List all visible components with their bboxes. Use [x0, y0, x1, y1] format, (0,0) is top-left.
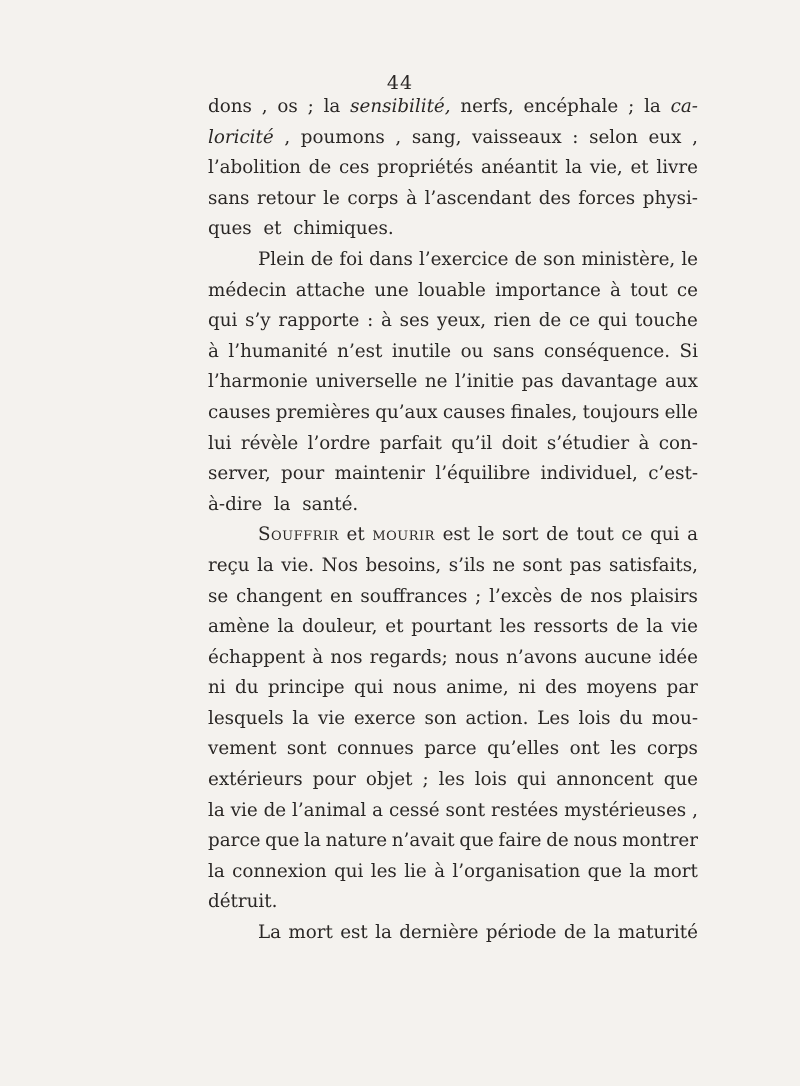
word: anéantit: [480, 157, 558, 179]
word: de: [616, 616, 639, 638]
text-line: [208, 398, 698, 429]
word: ,: [692, 799, 698, 821]
word: ce: [569, 310, 591, 332]
text-line: [208, 887, 698, 918]
word: universelle: [315, 371, 418, 393]
word: ni: [208, 677, 226, 699]
word: rien: [493, 310, 531, 332]
word: ministère,: [581, 248, 676, 270]
word: ce: [621, 524, 643, 546]
word: souffrances: [360, 585, 468, 607]
word: qu’il: [451, 432, 493, 454]
word: ,: [395, 126, 402, 148]
word: de: [308, 157, 332, 179]
word: à: [381, 310, 392, 332]
word: l’ordre: [307, 432, 371, 454]
word: l’harmonie: [208, 371, 308, 393]
word: à: [610, 279, 621, 301]
text-line: [208, 673, 698, 704]
word: et: [263, 218, 282, 240]
word: inutile: [391, 340, 452, 362]
text-line: [208, 184, 698, 215]
word: à-dire: [208, 493, 263, 515]
word: lui: [208, 432, 232, 454]
word: mou-: [651, 707, 698, 729]
word: la: [292, 707, 310, 729]
word: la: [629, 860, 647, 882]
word: les: [370, 860, 397, 882]
word: ont: [569, 738, 600, 760]
word: sensibilité,: [350, 96, 451, 117]
word: vie,: [589, 157, 623, 179]
word: nous: [455, 646, 499, 668]
word: pas: [521, 371, 554, 393]
word: de: [263, 799, 287, 821]
word: la: [644, 96, 661, 117]
text-line: [208, 520, 698, 551]
word: sont: [445, 799, 486, 821]
word: parce: [208, 830, 261, 852]
word: nous: [573, 830, 618, 852]
word: à: [434, 860, 445, 882]
word: médecin: [208, 279, 287, 301]
word: livre: [656, 157, 698, 179]
word: la: [304, 830, 321, 852]
text-line: [208, 826, 698, 857]
word: qui: [334, 860, 364, 882]
text-line: [208, 796, 698, 827]
word: moyens: [586, 677, 658, 699]
word: regards;: [369, 646, 448, 668]
word: ou: [460, 340, 484, 362]
word: à: [638, 432, 650, 454]
word: parfait: [379, 432, 442, 454]
word: changent: [235, 585, 323, 607]
word: elle: [664, 401, 698, 423]
word: échappent: [208, 646, 306, 668]
body-text: [208, 92, 698, 949]
word: satisfaits,: [609, 554, 698, 576]
word: vie: [230, 799, 258, 821]
word: poumons: [300, 126, 385, 148]
word: annoncent: [556, 769, 654, 791]
word: encéphale: [523, 96, 619, 117]
word: s’étudier: [546, 432, 630, 454]
word: pour: [312, 769, 356, 791]
word: nerfs,: [460, 96, 514, 117]
word: du: [619, 707, 643, 729]
word: connues: [336, 738, 414, 760]
word: ,: [261, 96, 268, 117]
word: qui: [650, 524, 680, 546]
word: en: [330, 585, 353, 607]
word: détruit.: [208, 891, 278, 913]
word: et: [630, 157, 649, 179]
word: os: [277, 96, 298, 117]
word: forces: [578, 187, 636, 209]
word: de: [514, 248, 538, 270]
word: l’abolition: [208, 157, 301, 179]
word: premières: [275, 401, 370, 423]
word: son: [424, 707, 457, 729]
word: la: [257, 554, 274, 576]
word: davantage: [561, 371, 658, 393]
word: ca-: [670, 96, 698, 117]
word: importance: [495, 279, 601, 301]
word: amène: [208, 616, 270, 638]
word: ses: [399, 310, 430, 332]
text-line: [208, 367, 698, 398]
word: l’initie: [454, 371, 515, 393]
word: du: [235, 677, 259, 699]
word: révèle: [240, 432, 299, 454]
text-line: [208, 245, 698, 276]
word: qu’aux: [375, 401, 438, 423]
word: que: [663, 769, 698, 791]
word: que: [587, 860, 622, 882]
word: l’organisation: [452, 860, 581, 882]
word: maturité: [617, 922, 698, 944]
word: extérieurs: [208, 769, 303, 791]
word: qu’elles: [487, 738, 560, 760]
word: vaisseaux: [472, 126, 562, 148]
word: s’y: [245, 310, 271, 332]
word: :: [572, 126, 579, 148]
word: lesquels: [208, 707, 284, 729]
word: individuel,: [540, 463, 638, 485]
word: attache: [295, 279, 366, 301]
word: selon: [589, 126, 638, 148]
word: la: [375, 922, 392, 944]
word: l’humanité: [228, 340, 328, 362]
text-line: [208, 459, 698, 490]
text-line: [208, 92, 698, 123]
word: la: [273, 493, 291, 515]
word: vie: [318, 707, 346, 729]
word: toujours: [582, 401, 660, 423]
word: pourtant: [411, 616, 492, 638]
word: ressorts: [533, 616, 609, 638]
word: corps: [646, 738, 698, 760]
word: ;: [475, 585, 482, 607]
word: le: [477, 524, 495, 546]
word: louable: [417, 279, 486, 301]
word: l’ascendant: [424, 187, 532, 209]
word: de: [310, 248, 334, 270]
text-line: [208, 276, 698, 307]
word: foi: [339, 248, 363, 270]
word: que: [459, 830, 494, 852]
word: ne: [424, 371, 448, 393]
word: parce: [424, 738, 477, 760]
word: l’excès: [489, 585, 553, 607]
word: ce: [676, 279, 698, 301]
word: finales,: [510, 401, 578, 423]
word: la: [565, 157, 583, 179]
word: nature: [325, 830, 388, 852]
text-line: [208, 551, 698, 582]
word: ne: [492, 554, 516, 576]
word: pas: [569, 554, 602, 576]
word: nos: [330, 646, 363, 668]
word: la: [208, 799, 225, 821]
word: par: [666, 677, 698, 699]
word: a: [372, 799, 384, 821]
word: sang,: [411, 126, 462, 148]
word: que: [265, 830, 300, 852]
word: la: [208, 860, 225, 882]
word: dans: [369, 248, 413, 270]
text-line: [208, 734, 698, 765]
text-line: [208, 918, 698, 949]
word: dons: [208, 96, 252, 117]
word: tout: [630, 279, 668, 301]
word: sont: [286, 738, 327, 760]
word: qui: [597, 310, 628, 332]
word: a: [687, 524, 698, 546]
word: ;: [307, 96, 314, 117]
word: ;: [628, 96, 635, 117]
word: conséquence.: [543, 340, 671, 362]
word: la: [277, 616, 295, 638]
word: de: [538, 310, 562, 332]
word: période: [485, 922, 557, 944]
word: principe: [267, 677, 345, 699]
word: maintenir: [334, 463, 426, 485]
word: ;: [422, 769, 429, 791]
word: rapporte: [278, 310, 360, 332]
word: retour: [257, 187, 316, 209]
word: les: [610, 738, 637, 760]
text-line: [208, 337, 698, 368]
word: à: [312, 646, 324, 668]
word: causes: [208, 401, 271, 423]
word: vie.: [281, 554, 315, 576]
word: à: [406, 187, 417, 209]
word: sont: [522, 554, 563, 576]
text-line: [208, 153, 698, 184]
word: une: [374, 279, 409, 301]
word: qui: [208, 310, 238, 332]
word: de: [560, 585, 583, 607]
word: corps: [347, 187, 399, 209]
word: qui: [354, 677, 384, 699]
text-line: [208, 857, 698, 888]
word: de: [563, 922, 587, 944]
word: dernière: [399, 922, 479, 944]
word: se: [208, 585, 229, 607]
word: son: [543, 248, 576, 270]
word: eux: [648, 126, 682, 148]
word: restées: [490, 799, 559, 821]
text-line: [208, 490, 698, 521]
text-line: [208, 123, 698, 154]
word: mort: [653, 860, 698, 882]
word: server,: [208, 463, 271, 485]
word: vie: [670, 616, 698, 638]
word: est: [340, 922, 368, 944]
word: La: [258, 922, 282, 944]
word: yeux,: [437, 310, 487, 332]
text-line: [208, 429, 698, 460]
word: connexion: [232, 860, 327, 882]
word: la: [323, 96, 341, 117]
word: n’avait: [391, 830, 455, 852]
word: anime,: [446, 677, 509, 699]
word: le: [681, 248, 698, 270]
word: n’est: [337, 340, 383, 362]
word: et: [385, 616, 404, 638]
word: Souffrir: [258, 524, 339, 546]
word: con-: [658, 432, 698, 454]
word: santé.: [302, 493, 359, 515]
word: s’ils: [448, 554, 485, 576]
word: ces: [338, 157, 370, 179]
word: montrer: [622, 830, 698, 852]
word: objet: [365, 769, 413, 791]
word: Nos: [321, 554, 358, 576]
word: Si: [679, 340, 698, 362]
word: ,: [692, 126, 698, 148]
word: le: [323, 187, 340, 209]
word: lois: [578, 707, 611, 729]
word: est: [442, 524, 471, 546]
word: causes: [442, 401, 506, 423]
word: n’avons: [506, 646, 578, 668]
word: aucune: [584, 646, 652, 668]
text-line: [208, 765, 698, 796]
word: nos: [590, 585, 623, 607]
word: Les: [537, 707, 570, 729]
word: l’exercice: [418, 248, 509, 270]
word: chimiques.: [293, 218, 394, 240]
word: nous: [392, 677, 437, 699]
word: vement: [208, 738, 277, 760]
word: plaisirs: [630, 585, 698, 607]
word: doit: [501, 432, 538, 454]
text-line: [208, 612, 698, 643]
word: sans: [492, 340, 535, 362]
text-line: [208, 643, 698, 674]
word: aux: [664, 371, 698, 393]
word: idée: [658, 646, 698, 668]
word: ,: [284, 126, 291, 148]
word: cessé: [388, 799, 440, 821]
word: faire: [498, 830, 542, 852]
word: touche: [634, 310, 698, 332]
text-line: [208, 582, 698, 613]
word: la: [593, 922, 611, 944]
word: mystérieuses: [564, 799, 687, 821]
word: pour: [281, 463, 325, 485]
word: besoins,: [365, 554, 442, 576]
word: propriétés: [377, 157, 474, 179]
word: de: [546, 830, 569, 852]
word: tout: [576, 524, 614, 546]
word: les: [499, 616, 526, 638]
word: exerce: [353, 707, 416, 729]
text-line: [208, 704, 698, 735]
word: à: [208, 340, 219, 362]
text-line: [208, 214, 698, 245]
word: sans: [208, 187, 250, 209]
word: la: [646, 616, 664, 638]
word: qui: [516, 769, 547, 791]
word: les: [438, 769, 465, 791]
word: des: [538, 187, 571, 209]
word: mort: [288, 922, 333, 944]
word: :: [367, 310, 374, 332]
word: reçu: [208, 554, 250, 576]
text-line: [208, 306, 698, 337]
word: lois: [474, 769, 507, 791]
word: et: [346, 524, 365, 546]
word: Plein: [258, 248, 305, 270]
page-number: 44: [386, 72, 414, 94]
word: c’est-: [648, 463, 698, 485]
word: douleur,: [302, 616, 378, 638]
word: l’équilibre: [435, 463, 531, 485]
word: des: [545, 677, 578, 699]
word: physi-: [642, 187, 698, 209]
word: action.: [465, 707, 529, 729]
word: l’animal: [292, 799, 367, 821]
word: loricité: [208, 126, 274, 148]
word: de: [546, 524, 569, 546]
word: mourir: [372, 524, 435, 546]
word: ques: [208, 218, 252, 240]
word: lie: [404, 860, 427, 882]
word: sort: [502, 524, 539, 546]
word: ni: [518, 677, 536, 699]
